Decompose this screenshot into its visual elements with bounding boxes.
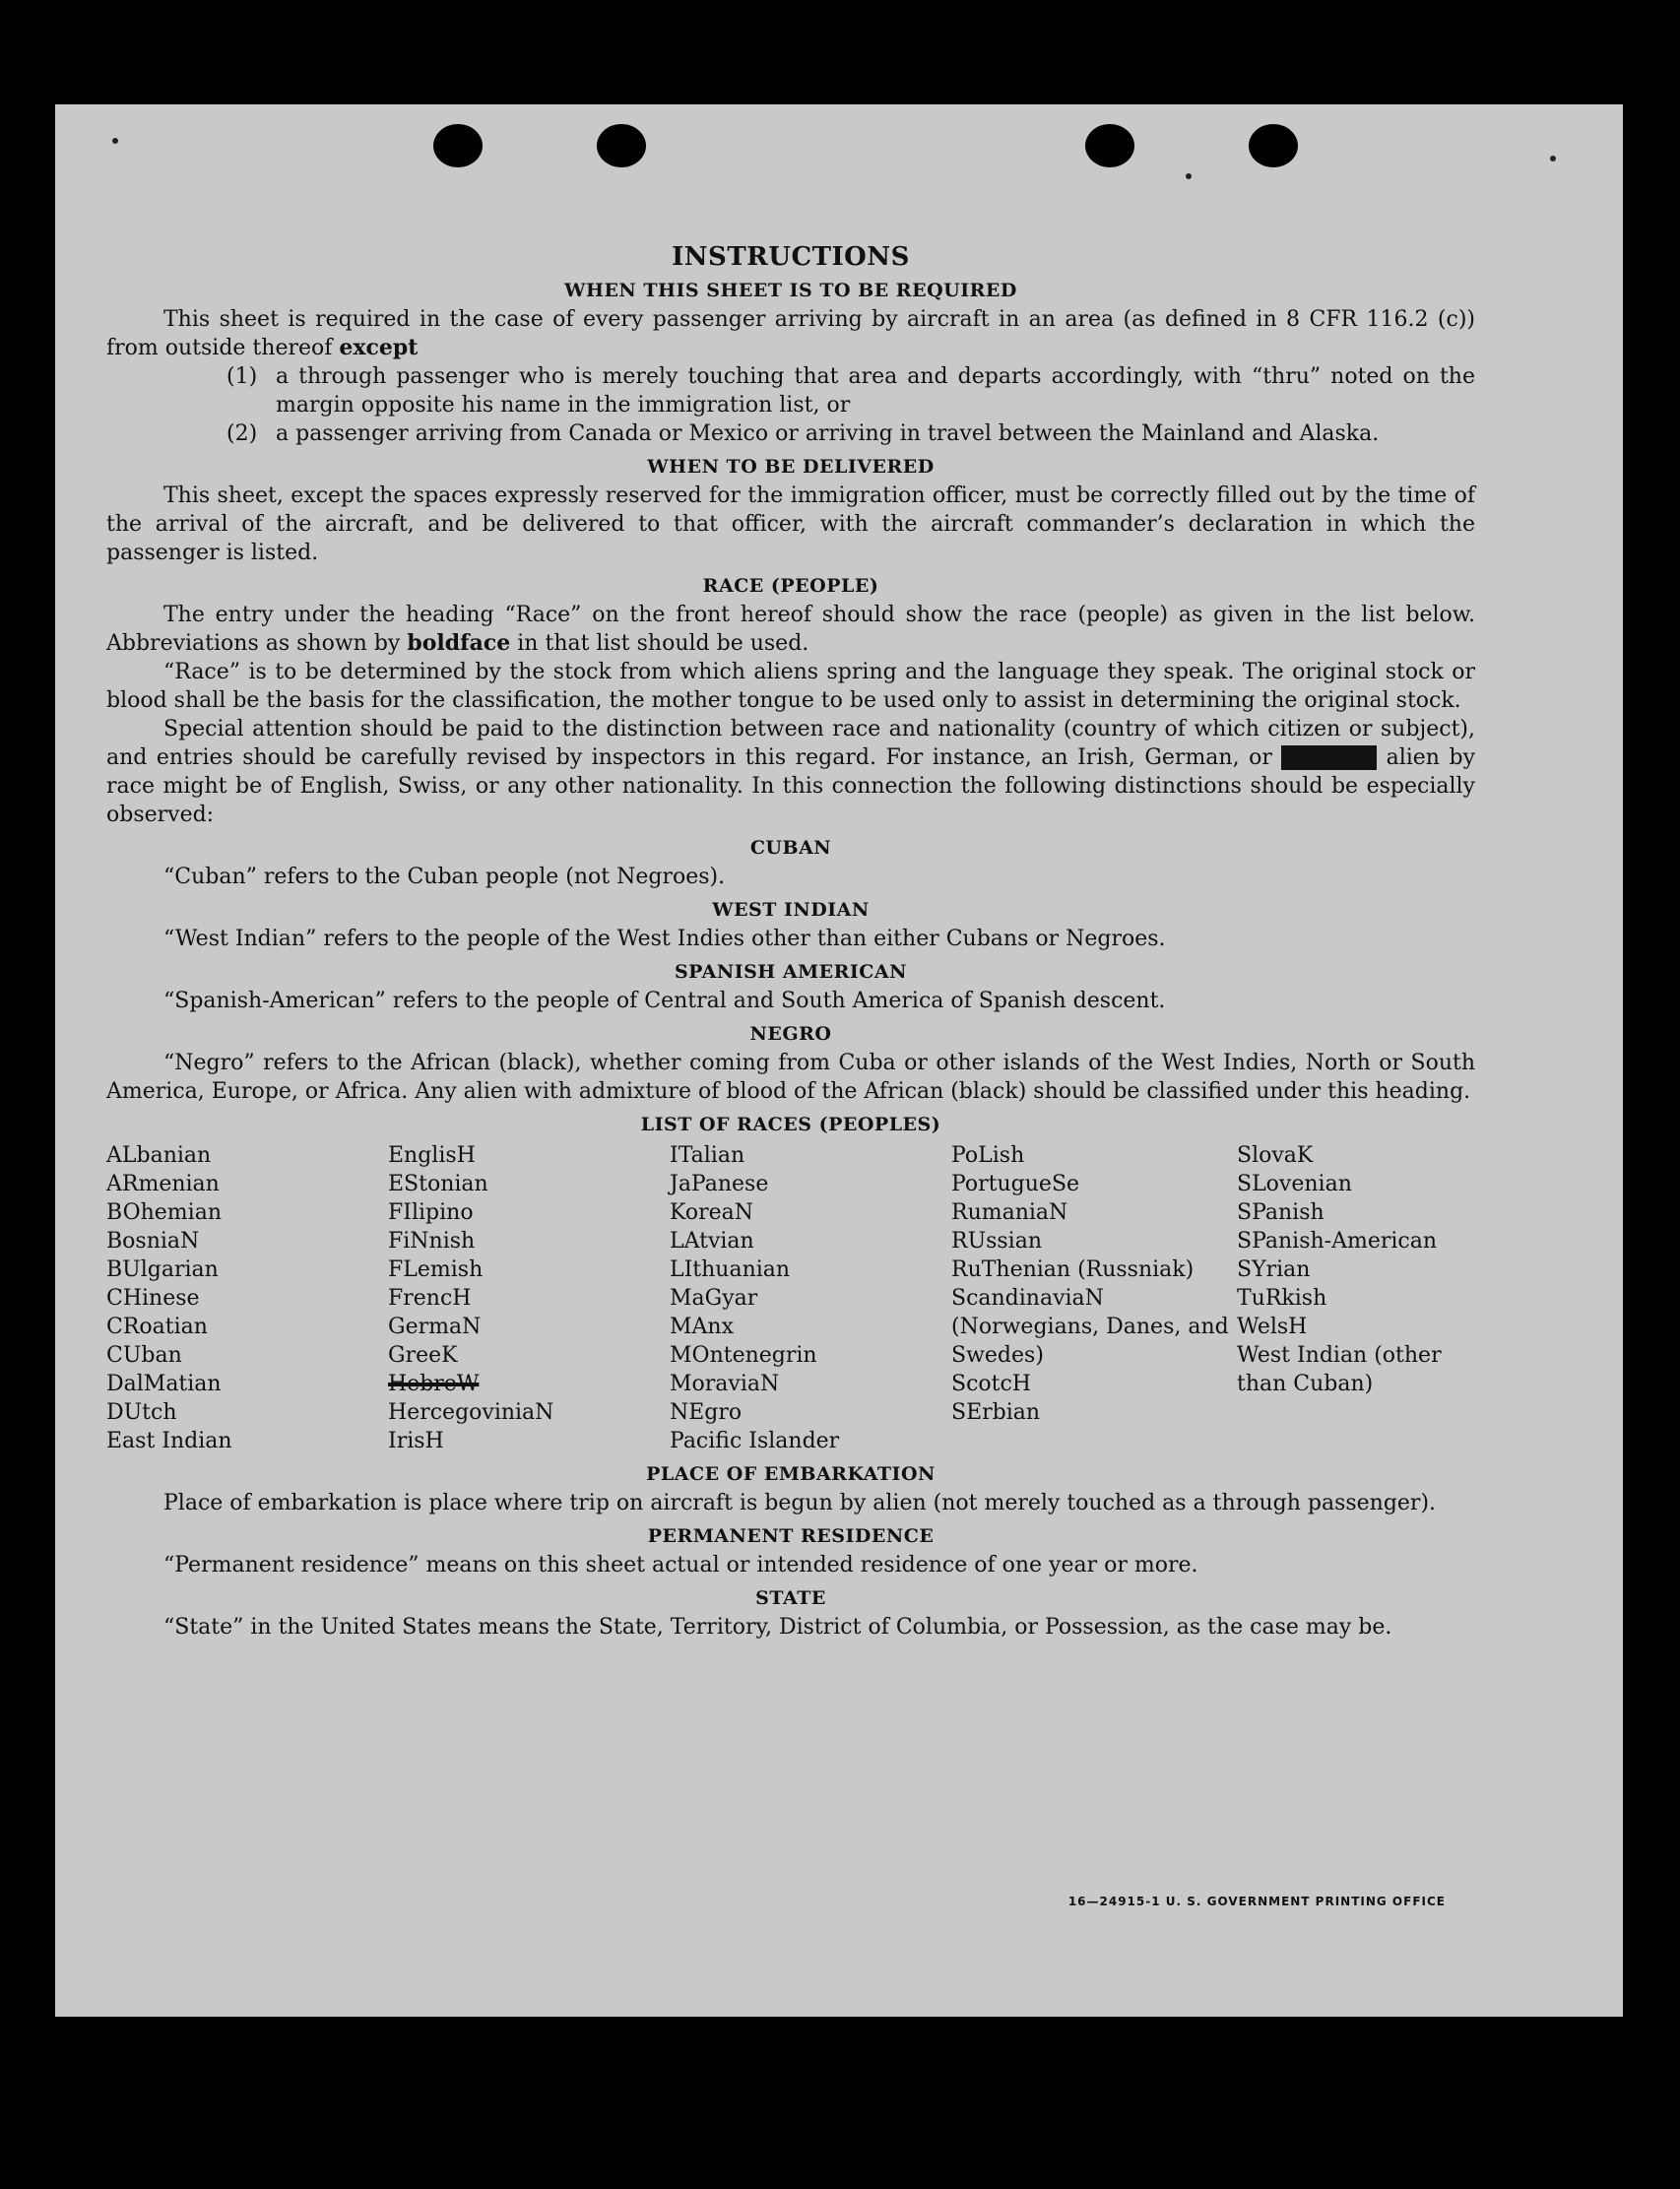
- race-entry: CUban: [106, 1343, 182, 1368]
- race-entry: GreeK: [388, 1343, 458, 1368]
- race-entry: ALbanian: [106, 1143, 212, 1168]
- heading-delivered: WHEN TO BE DELIVERED: [647, 456, 935, 478]
- state-text: “State” in the United States means the State, Territory, District of Columbia, or Possession, as the case may be.: [163, 1615, 1392, 1640]
- west-indian-text: “West Indian” refers to the people of the West Indies other than either Cubans or Negroes.: [163, 927, 1166, 951]
- race-entry: WelsH: [1237, 1315, 1308, 1339]
- race-entry: BosniaN: [106, 1229, 200, 1254]
- punch-hole: [1085, 124, 1134, 167]
- race-entry: IrisH: [388, 1429, 444, 1453]
- race-paragraph-2: “Race” is to be determined by the stock from which aliens spring and the language they speak. The original stock or blood shall be the basis for the classification, the mother tongue to be used only to assist in determining the original stock.: [106, 660, 1475, 713]
- race-entry: KoreaN: [670, 1200, 753, 1225]
- race-entry: SPanish: [1237, 1200, 1325, 1225]
- races-column-2: [388, 1141, 670, 1455]
- race-entry: RuThenian (Russniak): [951, 1257, 1195, 1282]
- race-entry: GermaN: [388, 1315, 482, 1339]
- race-entry: EnglisH: [388, 1143, 476, 1168]
- punch-hole: [597, 124, 646, 167]
- heading-embarkation: PLACE OF EMBARKATION: [646, 1463, 936, 1485]
- heading-required: WHEN THIS SHEET IS TO BE REQUIRED: [564, 280, 1017, 301]
- race-entry: LAtvian: [670, 1229, 754, 1254]
- races-list: [106, 1141, 1475, 1455]
- race-entry: SYrian: [1237, 1257, 1311, 1282]
- punch-hole: [433, 124, 483, 167]
- embarkation-text: Place of embarkation is place where trip on aircraft is begun by alien (not merely touched as a through passenger).: [163, 1491, 1437, 1515]
- race-entry: West Indian (other than Cuban): [1237, 1343, 1442, 1396]
- required-intro: This sheet is required in the case of every passenger arriving by aircraft in an area (as defined in 8 CFR 116.2 (c)) from outside thereof except: [106, 307, 1475, 360]
- race-entry: HercegoviniaN: [388, 1400, 554, 1425]
- race-entry: FiNnish: [388, 1229, 476, 1254]
- race-entry: East Indian: [106, 1429, 232, 1453]
- heading-negro: NEGRO: [749, 1023, 832, 1045]
- document-page: [55, 104, 1623, 2017]
- race-entry: TuRkish: [1237, 1286, 1327, 1311]
- instructions-body: [106, 242, 1475, 1642]
- heading-list-of-races: LIST OF RACES (PEOPLES): [640, 1114, 941, 1135]
- delivered-text: This sheet, except the spaces expressly reserved for the immigration officer, must be correctly filled out by the time of the arrival of the aircraft, and be delivered to that officer, with the aircraft commander’s declaration in which the passenger is listed.: [106, 483, 1475, 565]
- race-entry: CRoatian: [106, 1315, 208, 1339]
- race-entry: HebreW: [388, 1372, 480, 1396]
- exception-item-2: (2) a passenger arriving from Canada or Mexico or arriving in travel between the Mainland and Alaska.: [226, 421, 1380, 446]
- race-entry: NEgro: [670, 1400, 743, 1425]
- heading-cuban: CUBAN: [749, 837, 832, 859]
- race-entry: SLovenian: [1237, 1172, 1352, 1196]
- races-column-4: [951, 1141, 1237, 1455]
- negro-text: “Negro” refers to the African (black), whether coming from Cuba or other islands of the West Indies, North or South America, Europe, or Africa. Any alien with admixture of blood of the African (black) should be classified under this heading.: [106, 1051, 1475, 1104]
- race-entry: MAnx: [670, 1315, 734, 1339]
- race-entry: DUtch: [106, 1400, 177, 1425]
- race-entry: BUlgarian: [106, 1257, 219, 1282]
- speck: [1550, 156, 1556, 161]
- spanish-american-text: “Spanish-American” refers to the people of Central and South America of Spanish descent.: [163, 989, 1166, 1013]
- cuban-text: “Cuban” refers to the Cuban people (not Negroes).: [163, 865, 726, 889]
- race-entry: LIthuanian: [670, 1257, 791, 1282]
- race-entry: PortugueSe: [951, 1172, 1080, 1196]
- race-entry: RumaniaN: [951, 1200, 1068, 1225]
- heading-spanish-american: SPANISH AMERICAN: [674, 961, 908, 983]
- punch-hole: [1249, 124, 1298, 167]
- races-column-3: [670, 1141, 951, 1455]
- race-entry: Pacific Islander: [670, 1429, 840, 1453]
- heading-residence: PERMANENT RESIDENCE: [647, 1525, 935, 1547]
- race-entry: SPanish-American: [1237, 1229, 1438, 1254]
- race-entry: SlovaK: [1237, 1143, 1314, 1168]
- heading-state: STATE: [755, 1587, 826, 1609]
- race-entry: ScotcH: [951, 1372, 1031, 1396]
- race-entry: MaGyar: [670, 1286, 758, 1311]
- race-entry: JaPanese: [670, 1172, 769, 1196]
- race-entry: FLemish: [388, 1257, 484, 1282]
- race-entry: MoraviaN: [670, 1372, 780, 1396]
- residence-text: “Permanent residence” means on this sheet actual or intended residence of one year or more.: [163, 1553, 1198, 1577]
- redacted-word: Hebrew: [1281, 745, 1377, 770]
- race-paragraph-3: Special attention should be paid to the distinction between race and nationality (country of which citizen or subject), and entries should be carefully revised by inspectors in this regard. For instance, an Irish, German, or Hebrew alien by race might be of English, Swiss, or any other nationality. In this connection the following distinctions should be especially observed:: [106, 717, 1475, 827]
- exception-item-1: (1) a through passenger who is merely touching that area and departs accordingly, with “thru” noted on the margin opposite his name in the immigration list, or: [226, 364, 1475, 418]
- race-entry: EStonian: [388, 1172, 488, 1196]
- race-entry: DalMatian: [106, 1372, 222, 1396]
- race-entry: RUssian: [951, 1229, 1043, 1254]
- heading-race: RACE (PEOPLE): [702, 575, 879, 597]
- race-entry: ScandinaviaN (Norwegians, Danes, and Swedes): [951, 1286, 1229, 1368]
- race-entry: ITalian: [670, 1143, 745, 1168]
- speck: [1186, 173, 1192, 179]
- heading-west-indian: WEST INDIAN: [712, 899, 870, 921]
- page-title: INSTRUCTIONS: [672, 242, 910, 272]
- speck: [112, 138, 118, 144]
- race-entry: FIlipino: [388, 1200, 474, 1225]
- race-entry: BOhemian: [106, 1200, 222, 1225]
- race-entry: CHinese: [106, 1286, 200, 1311]
- race-entry: PoLish: [951, 1143, 1025, 1168]
- race-entry: MOntenegrin: [670, 1343, 817, 1368]
- printer-footer: 16—24915-1 U. S. GOVERNMENT PRINTING OFFICE: [1067, 1895, 1446, 1908]
- race-entry: ARmenian: [106, 1172, 220, 1196]
- races-column-5: [1237, 1141, 1473, 1455]
- races-column-1: [106, 1141, 388, 1455]
- race-paragraph-1: The entry under the heading “Race” on the front hereof should show the race (people) as given in the list below. Abbreviations as shown by boldface in that list should be used.: [106, 603, 1475, 656]
- race-entry: FrencH: [388, 1286, 472, 1311]
- race-entry: SErbian: [951, 1400, 1041, 1425]
